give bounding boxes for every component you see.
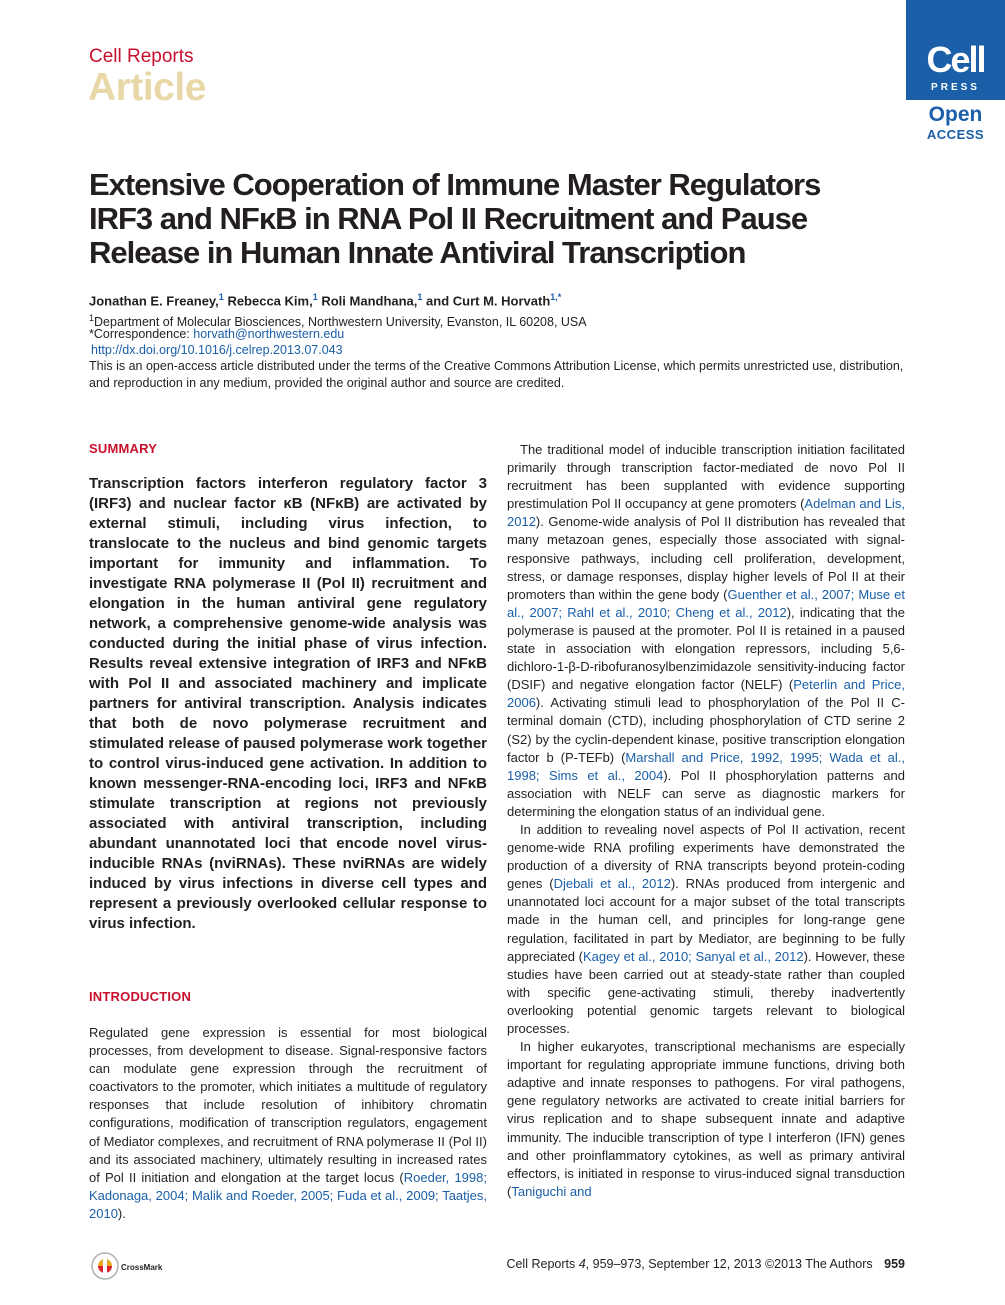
footer-volume: 4 <box>578 1257 586 1271</box>
open-access-access: ACCESS <box>926 127 985 142</box>
article-title: Extensive Cooperation of Immune Master Regulators IRF3 and NFκB in RNA Pol II Recruitment and Pause Release in Human Innate Antiviral Transcription <box>89 167 821 270</box>
author-name: Roli Mandhana, <box>321 293 418 309</box>
right-column-body <box>507 441 905 1201</box>
author-list <box>89 292 561 308</box>
body-paragraph <box>507 821 905 1038</box>
body-text: In addition to revealing novel aspects of Pol II activation, recent genome-wide RNA profiling experiments have demonstrated the production of a diversity of RNA transcripts beyond protein-coding genes ( <box>507 821 905 892</box>
author-name: Jonathan E. Freaney, <box>89 293 219 309</box>
body-text: ). RNAs produced from intergenic and unannotated loci account for a major subset of the total transcripts made in the human cell, and principles for long-range gene regulation, facilitated in part by Mediator, are beginning to be fully appreciated ( <box>507 876 905 964</box>
citation-link[interactable]: Roeder, 1998; Kadonaga, 2004; Malik and Roeder, 2005; Fuda et al., 2009; Taatjes, 2010 <box>89 1169 487 1221</box>
citation-link[interactable]: Adelman and Lis, 2012 <box>507 496 905 530</box>
summary-text: Transcription factors interferon regulatory factor 3 (IRF3) and nuclear factor κB (NFκB) are activated by external stimuli, including virus infection, to translocate to the nucleus and bind genomic targets important for immunity and inflammation. To investigate RNA polymerase II (Pol II) recruitment and elongation in the human antiviral gene regulatory network, a comprehensive genome-wide analysis was conducted during the initial phase of virus infection. Results reveal extensive integration of IRF3 and NFκB with Pol II and associated machinery and implicate partners for antiviral transcription. Analysis indicates that both de novo polymerase recruitment and stimulated release of paused polymerase work together to control virus-induced gene activation. In addition to known messenger-RNA-encoding loci, IRF3 and NFκB stimulate transcription at regions not previously associated with antiviral transcription, including abundant unannotated loci that encode novel virus-inducible RNAs (nviRNAs). These nviRNAs are widely induced by virus infections in diverse cell types and represent a previously overlooked cellular response to virus infection. <box>89 475 487 932</box>
body-text: ). Genome-wide analysis of Pol II distribution has revealed that many metazoan genes, especially those associated with signal-responsive pathways, including cell proliferation, development, stress, or damage responses, display higher levels of Pol II at their promoters than within the gene body ( <box>507 514 905 602</box>
introduction-heading: INTRODUCTION <box>89 989 192 1004</box>
body-text: ). Pol II phosphorylation patterns and association with NELF can serve as diagnostic markers for determining the elongation status of an individual gene. <box>507 767 905 819</box>
citation-link[interactable]: Peterlin and Price, 2006 <box>507 677 905 711</box>
crossmark-label: CrossMark <box>121 1263 163 1272</box>
body-text: The traditional model of inducible transcription initiation facilitated primarily through transcription factor-mediated de novo Pol II recruitment has been supplanted with evidence supporting prestimulation Pol II occupancy at gene promoters ( <box>507 442 905 512</box>
journal-name: Cell Reports <box>89 46 194 67</box>
license-text: This is an open-access article distributed under the terms of the Creative Commons Attribution License, which permits unrestricted use, distribution, and reproduction in any medium, provided the original author and source are credited. <box>89 359 904 390</box>
correspondence <box>89 326 344 343</box>
correspondence-email-link[interactable]: horvath@northwestern.edu <box>193 327 345 341</box>
page-number: 959 <box>884 1257 905 1271</box>
author-name: and Curt M. Horvath <box>426 293 551 309</box>
intro-text: Regulated gene expression is essential for most biological processes, from development to disease. Signal-responsive factors can modulate gene expression through the recruitment of coactivators to the promoter, which initiates a multitude of regulatory responses that include resolution of inhibitory chromatin configurations, modification of transcription regulators, engagement of Mediator complexes, and recruitment of RNA polymerase II (Pol II) and its associated machinery, ultimately resulting in increased rates of Pol II initiation and elongation at the target locus ( <box>89 1025 487 1185</box>
footer-journal: Cell Reports <box>506 1257 576 1271</box>
correspondence-label: *Correspondence: <box>89 327 190 341</box>
logo-press-text: PRESS <box>931 82 980 93</box>
citation-link[interactable]: Guenther et al., 2007; Muse et al., 2007; Rahl et al., 2010; Cheng et al., 2012 <box>507 586 905 620</box>
affiliation-text: Department of Molecular Biosciences, Northwestern University, Evanston, IL 60208, USA <box>94 315 587 330</box>
body-paragraph <box>507 1038 905 1201</box>
author-sup[interactable]: 1,* <box>550 292 562 302</box>
intro-text-end: ). <box>117 1205 126 1221</box>
author-sup[interactable]: 1 <box>218 292 224 302</box>
author-name: Rebecca Kim, <box>227 293 313 309</box>
body-text: ), indicating that the polymerase is paused at the promoter. Pol II is retained in a paused state in association with elongation repressors, including 5,6-dichloro-1-β-D-ribofuranosylbenzimidazole sensitivity-inducing factor (DSIF) and negative elongation factor (NELF) ( <box>507 604 905 693</box>
logo-cell-text: Cell <box>926 39 985 80</box>
article-type-label: Article <box>88 66 206 109</box>
cell-press-logo[interactable] <box>906 0 1005 100</box>
body-text: ). Activating stimuli lead to phosphorylation of the Pol II C-terminal domain (CTD), including phosphorylation of CTD serine 2 (S2) by the cyclin-dependent kinase, positive transcription elongation factor b (P-TEFb) ( <box>507 695 905 765</box>
doi-link[interactable]: http://dx.doi.org/10.1016/j.celrep.2013.07.043 <box>91 343 343 357</box>
citation-link[interactable]: Kagey et al., 2010; Sanyal et al., 2012 <box>583 948 804 964</box>
body-text: ). However, these studies have been carried out at steady-state rather than coupled with specific gene-activating stimuli, thereby inadvertently overlooking potential genomic targets relevant to biological processes. <box>507 948 905 1036</box>
page-footer <box>483 1257 905 1271</box>
summary-heading: SUMMARY <box>89 441 158 456</box>
author-sup[interactable]: 1 <box>417 292 423 302</box>
affiliation-sup: 1 <box>89 313 95 323</box>
crossmark-icon[interactable] <box>91 1252 119 1280</box>
footer-citation: , 959–973, September 12, 2013 ©2013 The Authors <box>585 1257 873 1271</box>
introduction-paragraph <box>89 1024 487 1223</box>
open-access-open: Open <box>928 103 983 126</box>
citation-link[interactable]: Marshall and Price, 1992, 1995; Wada et al., 1998; Sims et al., 2004 <box>507 749 905 783</box>
citation-link[interactable]: Taniguchi and <box>511 1183 592 1199</box>
body-paragraph <box>507 441 905 821</box>
body-text: In higher eukaryotes, transcriptional mechanisms are especially important for regulating appropriate immune functions, driving both adaptive and innate responses to pathogens. For viral pathogens, gene regulatory networks are activated to create initial barriers for virus replication and to shape subsequent innate and adaptive immunity. The inducible transcription of type I interferon (IFN) genes and other proinflammatory cytokines, as well as primary antiviral effectors, is initiated in response to virus-induced signal transduction ( <box>507 1039 905 1199</box>
author-sup[interactable]: 1 <box>312 292 318 302</box>
citation-link[interactable]: Djebali et al., 2012 <box>553 876 671 892</box>
